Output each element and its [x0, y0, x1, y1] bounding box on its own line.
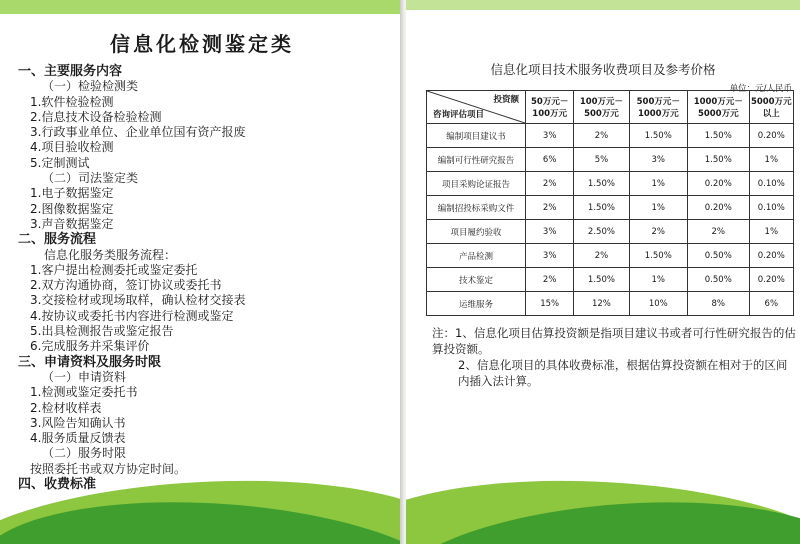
outline-line: 2.双方沟通协商，签订协议或委托书: [30, 278, 222, 293]
row-label: 编制项目建议书: [427, 124, 526, 148]
column-header: 500万元－1000万元: [629, 91, 687, 124]
price-cell: 3%: [629, 148, 687, 172]
price-cell: 0.20%: [749, 124, 793, 148]
price-cell: 1%: [629, 196, 687, 220]
price-cell: 1.50%: [574, 196, 629, 220]
section-heading: 二、服务流程: [18, 232, 97, 248]
header-project: 咨询评估项目: [433, 110, 485, 120]
outline-line: 3.交接检材或现场取样，确认检材交接表: [30, 293, 246, 308]
price-cell: 1.50%: [629, 244, 687, 268]
price-cell: 5%: [574, 148, 629, 172]
price-cell: 1%: [749, 220, 793, 244]
table-row: [427, 124, 794, 148]
table-row: [427, 148, 794, 172]
row-label: 项目履约验收: [427, 220, 526, 244]
price-cell: 0.50%: [687, 268, 749, 292]
outline-line: 2.信息技术设备检验检测: [30, 109, 162, 124]
price-cell: 2%: [526, 172, 574, 196]
price-cell: 0.20%: [687, 196, 749, 220]
price-table-title: 信息化项目技术服务收费项目及参考价格: [490, 62, 716, 77]
row-label: 技术鉴定: [427, 268, 526, 292]
outline-line: （一）申请资料: [42, 369, 127, 384]
section-heading: 一、主要服务内容: [18, 64, 123, 79]
outline-line: 按照委托书或双方协定时间。: [30, 461, 187, 476]
outline-line: 4.项目验收检测: [30, 140, 114, 155]
table-row: [427, 292, 794, 316]
outline-line: （一）检验检测类: [42, 79, 139, 94]
price-cell: 6%: [526, 148, 574, 172]
table-row: [427, 268, 794, 292]
price-cell: 1.50%: [687, 148, 749, 172]
price-cell: 1.50%: [574, 172, 629, 196]
note-2: 2、信息化项目的具体收费标准，根据估算投资额在相对于的区间内插入法计算。: [458, 358, 788, 388]
row-label: 编制招投标采购文件: [427, 196, 526, 220]
page-title: 信息化检测鉴定类: [110, 32, 294, 56]
outline-line: 3.声音数据鉴定: [30, 216, 114, 231]
currency-unit: 单位：元/人民币: [729, 84, 792, 94]
price-cell: 0.20%: [687, 172, 749, 196]
outline-line: 4.服务质量反馈表: [30, 431, 126, 446]
price-cell: 2%: [574, 124, 629, 148]
outline-line: 信息化服务类服务流程：: [44, 247, 177, 262]
diagonal-header-cell: [427, 91, 526, 124]
price-cell: 3%: [526, 124, 574, 148]
price-cell: 3%: [526, 220, 574, 244]
price-cell: 6%: [749, 292, 793, 316]
outline-line: 1.检测或鉴定委托书: [30, 385, 138, 400]
price-cell: 2%: [526, 196, 574, 220]
row-label: 运维服务: [427, 292, 526, 316]
row-label: 项目采购论证报告: [427, 172, 526, 196]
price-cell: 1.50%: [687, 124, 749, 148]
price-cell: 2%: [574, 244, 629, 268]
price-cell: 0.10%: [749, 196, 793, 220]
column-header: 5000万元以上: [749, 91, 793, 124]
outline-line: 2.图像数据鉴定: [30, 201, 114, 216]
green-band-decoration: [406, 0, 800, 10]
outline-line: 5.定制测试: [30, 155, 90, 170]
price-cell: 2%: [526, 268, 574, 292]
outline-line: 1.软件检验检测: [30, 94, 114, 109]
price-cell: 0.50%: [687, 244, 749, 268]
row-label: 产品检测: [427, 244, 526, 268]
outline-line: 4.按协议或委托书内容进行检测或鉴定: [30, 308, 234, 323]
price-cell: 1%: [749, 148, 793, 172]
column-header: 50万元－100万元: [526, 91, 574, 124]
price-cell: 1.50%: [574, 268, 629, 292]
section-heading: 三、申请资料及服务时限: [18, 354, 162, 370]
price-cell: 0.20%: [749, 244, 793, 268]
price-cell: 12%: [574, 292, 629, 316]
price-cell: 1.50%: [629, 124, 687, 148]
outline-line: （二）服务时限: [42, 446, 127, 461]
price-table: [426, 90, 794, 316]
column-header: 100万元－500万元: [574, 91, 629, 124]
header-investment: 投资额: [493, 95, 519, 105]
outline-line: 6.完成服务并采集评价: [30, 339, 150, 354]
price-cell: 2%: [629, 220, 687, 244]
price-cell: 8%: [687, 292, 749, 316]
table-row: [427, 172, 794, 196]
price-cell: 0.10%: [749, 172, 793, 196]
outline-line: 3.风险告知确认书: [30, 415, 126, 430]
table-row: [427, 220, 794, 244]
price-cell: 2%: [687, 220, 749, 244]
outline-line: 5.出具检测报告或鉴定报告: [30, 324, 174, 339]
table-row: [427, 244, 794, 268]
outline-line: （二）司法鉴定类: [42, 171, 139, 186]
outline-line: 1.电子数据鉴定: [30, 186, 114, 201]
outline-line: 1.客户提出检测委托或鉴定委托: [30, 262, 198, 277]
price-cell: 1%: [629, 268, 687, 292]
price-cell: 2.50%: [574, 220, 629, 244]
column-header: 1000万元－5000万元: [687, 91, 749, 124]
outline-line: 2.检材收样表: [30, 400, 102, 415]
price-cell: 15%: [526, 292, 574, 316]
outline-line: 3.行政事业单位、企业单位国有资产报废: [30, 125, 246, 140]
price-cell: 1%: [629, 172, 687, 196]
table-notes: [432, 325, 796, 389]
table-row: [427, 196, 794, 220]
service-outline: [18, 64, 388, 492]
row-label: 编制可行性研究报告: [427, 148, 526, 172]
section-heading: 四、收费标准: [18, 477, 97, 493]
right-page: [406, 0, 800, 544]
green-band-decoration: [0, 0, 404, 14]
note-1: 注：1、信息化项目估算投资额是指项目建议书或者可行性研究报告的估算投资额。: [432, 326, 796, 356]
table-header-row: [427, 91, 794, 124]
price-cell: 10%: [629, 292, 687, 316]
price-cell: 0.20%: [749, 268, 793, 292]
price-cell: 3%: [526, 244, 574, 268]
